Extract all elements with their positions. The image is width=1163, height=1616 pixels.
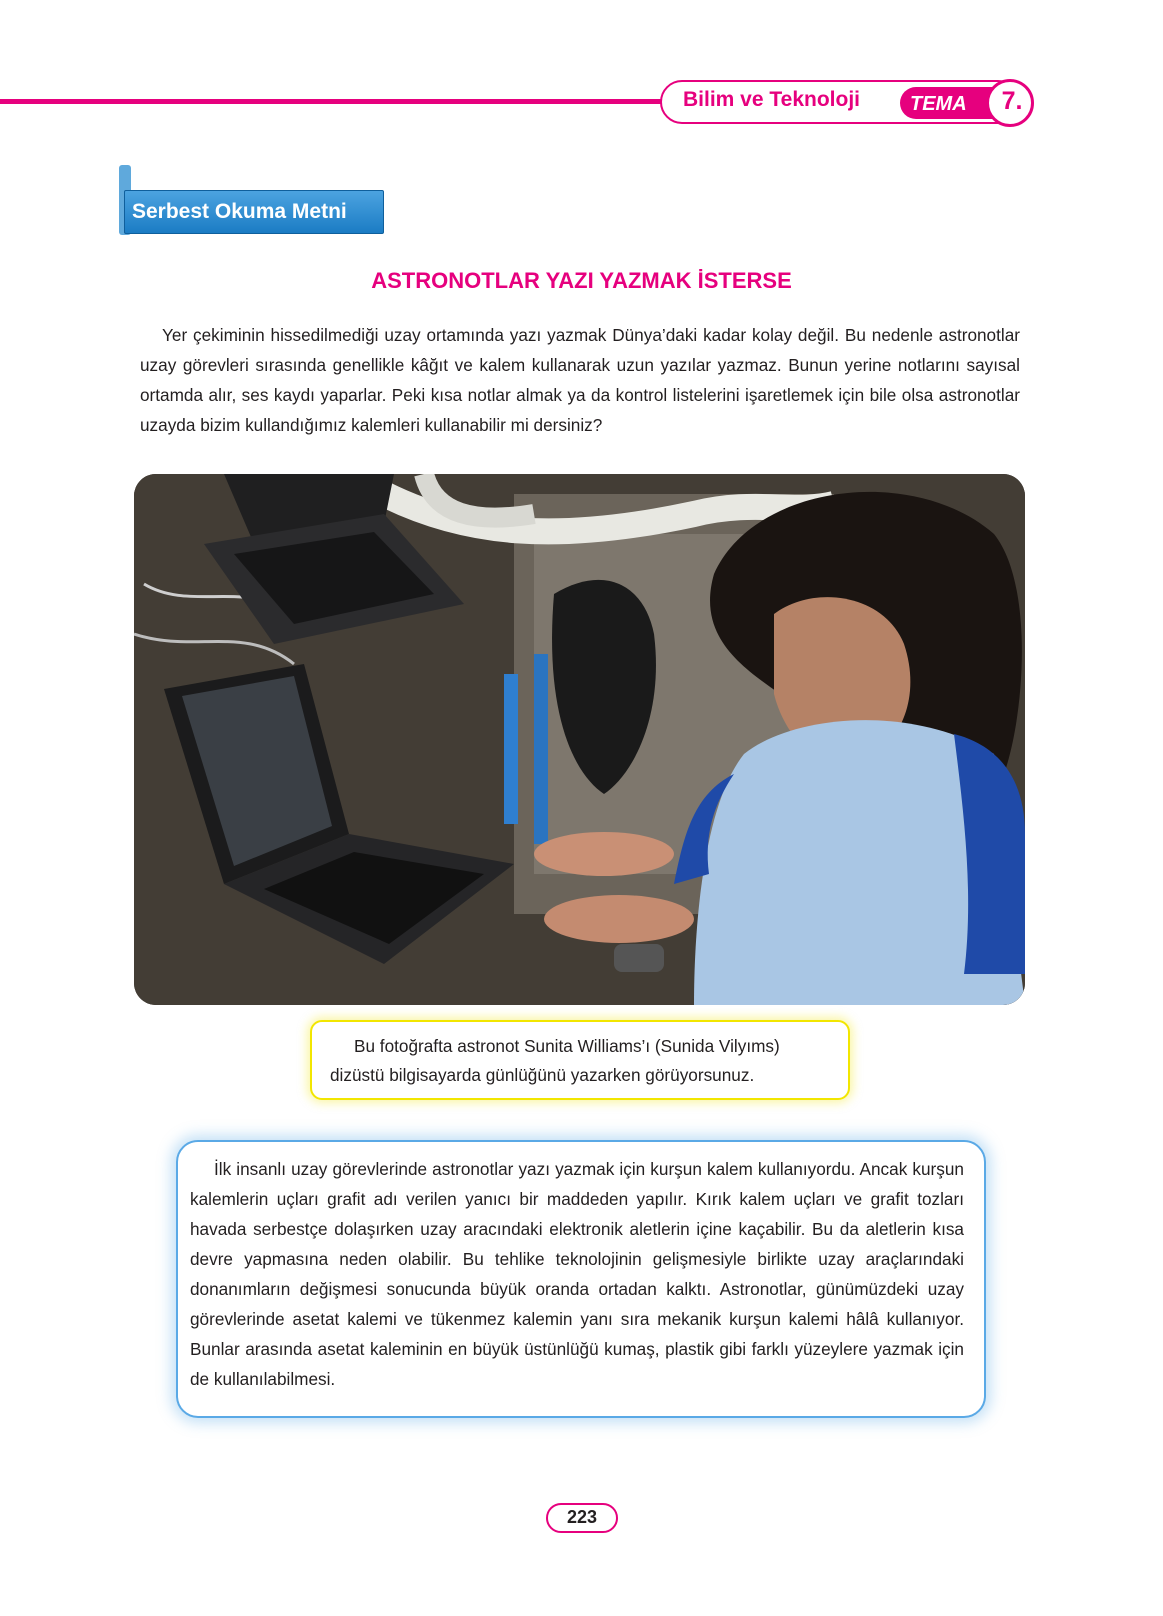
astronaut-photo-illustration xyxy=(134,474,1025,1005)
theme-title: Bilim ve Teknoloji xyxy=(683,88,860,111)
article-title: ASTRONOTLAR YAZI YAZMAK İSTERSE xyxy=(371,268,792,293)
photo-caption-box xyxy=(310,1020,850,1100)
section-label: Serbest Okuma Metni xyxy=(132,200,347,223)
tema-number: 7. xyxy=(1001,87,1023,115)
photo-caption: Bu fotoğrafta astronot Sunita Williams’ı (Sunida Vilyıms) dizüstü bilgisayarda günlüğünü yazarken görüyorsunuz. xyxy=(330,1036,780,1085)
page-number: 223 xyxy=(566,1507,598,1527)
header-rule xyxy=(0,99,690,104)
info-box-text: İlk insanlı uzay görevlerinde astronotlar yazı yazmak için kurşun kalem kullanıyordu. Ancak kurşun kalemlerin uçları grafit adı verilen yanıcı bir maddeden yapılır. Kırık kalem uçları ve grafit tozları havada serbestçe dolaşırken uzay aracındaki elektronik aletlerin içine kaçabilir. Bu da aletlerin kısa devre yapmasına neden olabilir. Bu tehlike teknolojinin gelişmesiyle birlikte uzay araçlarındaki donanımların değişmesi sonucunda büyük oranda ortadan kalktı. Astronotlar, günümüzdeki uzay görevlerinde asetat kalemi ve tükenmez kalemin yanı sıra mekanik kurşun kalemi hâlâ kullanıyor. Bunlar arasında asetat kaleminin en büyük üstünlüğü kumaş, plastik gibi farklı yüzeylere yazmak için de kullanılabilmesi. xyxy=(190,1159,964,1389)
astronaut-photo xyxy=(134,474,1025,1005)
info-box xyxy=(176,1140,986,1418)
tema-label: TEMA xyxy=(910,93,967,115)
article-intro: Yer çekiminin hissedilmediği uzay ortamında yazı yazmak Dünya’daki kadar kolay değil. Bu nedenle astronotlar uzay görevleri sırasında genellikle kâğıt ve kalem kullanarak uzun yazılar yazmaz. Bunun yerine notlarını sayısal ortamda alır, ses kaydı yaparlar. Peki kısa notlar almak ya da kontrol listelerini işaretlemek için bile olsa astronotlar uzayda bizim kullandığımız kalemleri kullanabilir mi dersiniz? xyxy=(140,325,1020,435)
